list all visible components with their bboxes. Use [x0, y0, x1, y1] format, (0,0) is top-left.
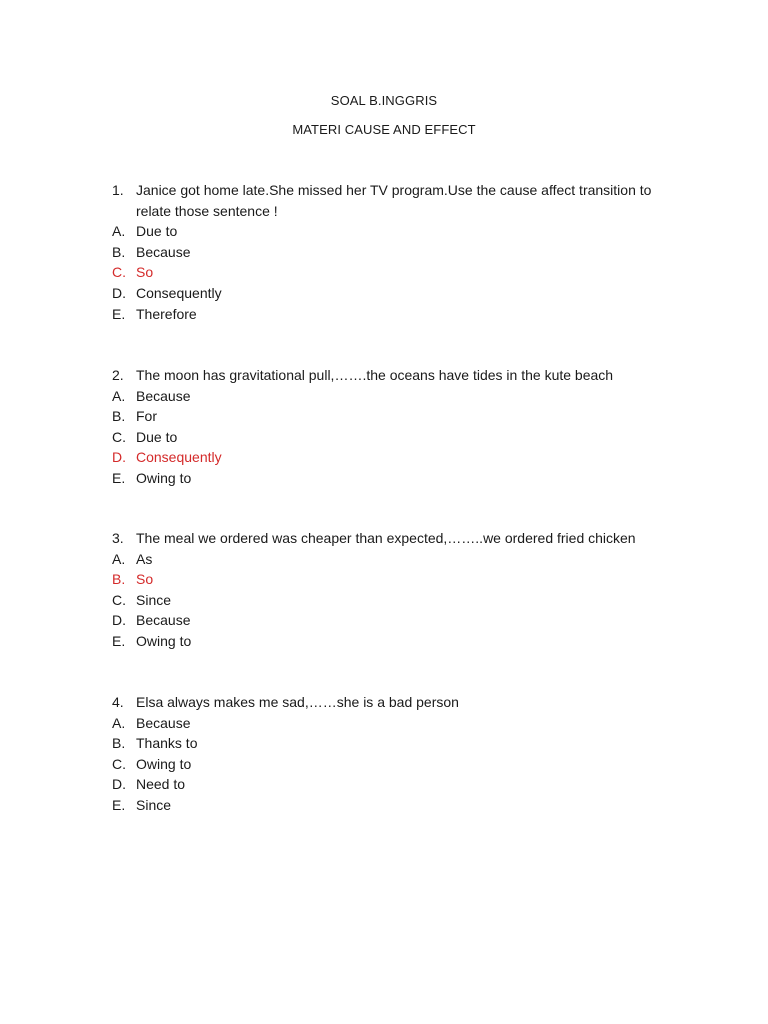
option-letter: A. — [112, 387, 126, 404]
option-letter: E. — [112, 796, 126, 813]
question-number: 4. — [112, 694, 124, 710]
option-letter: C. — [112, 755, 126, 772]
option-text: Owing to — [136, 755, 192, 772]
option-letter: D. — [112, 612, 126, 629]
option-text: Consequently — [136, 284, 222, 301]
option-b — [112, 733, 672, 754]
question-3 — [112, 528, 672, 652]
option-letter: B. — [112, 735, 126, 752]
question-number: 2. — [112, 367, 124, 383]
question-3-stem — [112, 528, 672, 549]
option-text: Due to — [136, 428, 178, 445]
option-text: Need to — [136, 776, 186, 793]
option-letter: E. — [112, 469, 126, 486]
option-c — [112, 590, 672, 611]
option-text: So — [136, 264, 154, 281]
option-d — [112, 610, 672, 631]
option-b — [112, 242, 672, 263]
option-text: Because — [136, 612, 191, 629]
document-title: SOAL B.INGGRIS — [330, 93, 438, 108]
option-e — [112, 631, 672, 652]
option-text: Because — [136, 714, 191, 731]
option-text: Because — [136, 243, 191, 260]
option-letter: A. — [112, 714, 126, 731]
question-text: Elsa always makes me sad,……she is a bad person — [136, 694, 459, 710]
option-text: Owing to — [136, 632, 192, 649]
option-letter: D. — [112, 449, 126, 466]
option-letter: D. — [112, 776, 126, 793]
question-text: The moon has gravitational pull,…….the oceans have tides in the kute beach — [136, 367, 614, 383]
option-c — [112, 427, 672, 448]
question-4-stem — [112, 692, 672, 713]
option-letter: E. — [112, 632, 126, 649]
option-letter: A. — [112, 223, 126, 240]
option-letter: B. — [112, 571, 126, 588]
option-e — [112, 468, 672, 489]
option-text: Therefore — [136, 305, 197, 322]
option-text: Owing to — [136, 469, 192, 486]
question-2 — [112, 365, 672, 489]
option-letter: B. — [112, 243, 126, 260]
option-letter: D. — [112, 284, 126, 301]
question-1-stem — [112, 180, 672, 221]
question-1 — [112, 180, 672, 324]
option-c — [112, 754, 672, 775]
option-text: So — [136, 571, 154, 588]
option-text: For — [136, 408, 157, 425]
document-subtitle: MATERI CAUSE AND EFFECT — [292, 122, 476, 137]
question-4 — [112, 692, 672, 816]
question-text: Janice got home late.She missed her TV program.Use the cause affect transition to relate those sentence ! — [136, 182, 652, 219]
option-d — [112, 283, 672, 304]
question-number: 3. — [112, 530, 124, 546]
option-text: Since — [136, 591, 172, 608]
option-letter: E. — [112, 305, 126, 322]
option-d-correct — [112, 447, 672, 468]
option-letter: A. — [112, 550, 126, 567]
option-text: Due to — [136, 223, 178, 240]
question-text: The meal we ordered was cheaper than expected,……..we ordered fried chicken — [136, 530, 636, 546]
option-letter: B. — [112, 408, 126, 425]
option-e — [112, 304, 672, 325]
option-text: Since — [136, 796, 172, 813]
question-2-stem — [112, 365, 672, 386]
option-letter: C. — [112, 428, 126, 445]
option-text: Thanks to — [136, 735, 198, 752]
option-a — [112, 221, 672, 242]
option-b — [112, 406, 672, 427]
option-c-correct — [112, 262, 672, 283]
option-text: As — [136, 550, 153, 567]
question-number: 1. — [112, 182, 124, 198]
option-d — [112, 774, 672, 795]
option-a — [112, 713, 672, 734]
option-text: Consequently — [136, 449, 222, 466]
option-letter: C. — [112, 591, 126, 608]
option-letter: C. — [112, 264, 126, 281]
option-text: Because — [136, 387, 191, 404]
option-a — [112, 549, 672, 570]
option-a — [112, 386, 672, 407]
option-e — [112, 795, 672, 816]
option-b-correct — [112, 569, 672, 590]
